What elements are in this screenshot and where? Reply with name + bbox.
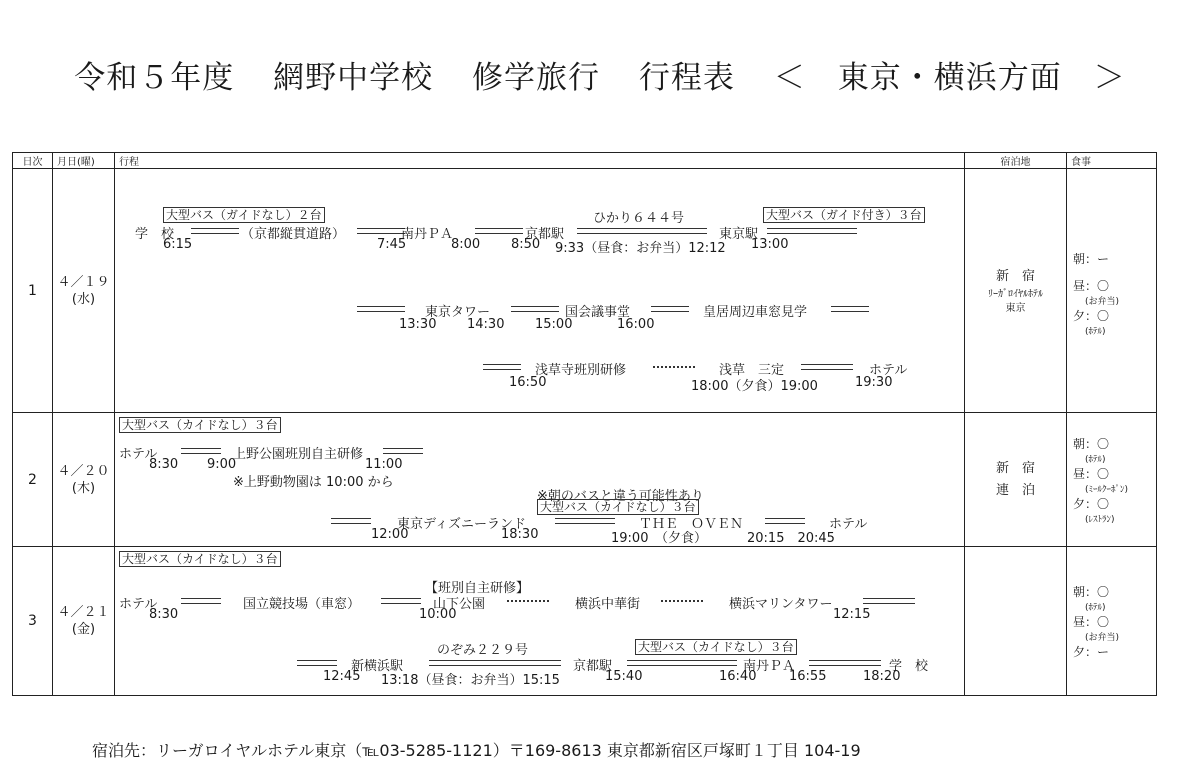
- meal-breakfast: 朝：〇: [1073, 436, 1110, 451]
- time: 9:33（昼食：お弁当）12:12: [555, 241, 726, 256]
- itinerary-cell: [115, 413, 965, 547]
- stop-marine: 横浜マリンタワー: [729, 597, 833, 612]
- stop-asakusa: 浅草 三定: [719, 363, 785, 378]
- stop-tokyo: 東京駅: [719, 227, 759, 242]
- time: 8:30: [149, 457, 179, 472]
- time: 6:15: [163, 237, 193, 252]
- meal-lunch: 昼：〇: [1073, 614, 1110, 629]
- transit-line: [483, 364, 521, 370]
- time: 8:00: [451, 237, 481, 252]
- day-row-1: [13, 169, 1157, 413]
- time: 12:15: [833, 607, 871, 622]
- train-label: ひかり６４４号: [593, 211, 685, 226]
- walk-line: [653, 366, 695, 368]
- bus-label: 大型バス（ガイドなし）２台: [163, 207, 325, 223]
- transit-line: [475, 228, 523, 234]
- day-number: 3: [13, 547, 53, 696]
- transit-line: [767, 228, 857, 234]
- transit-line: [331, 518, 371, 524]
- lodging-cell: [965, 169, 1067, 413]
- lodging-cell: [965, 413, 1067, 547]
- zoo-note: ※上野動物園は 10:00 から: [233, 475, 394, 490]
- transit-line: [651, 306, 689, 312]
- transit-line: [357, 228, 405, 234]
- meal-dinner: 夕：〇: [1073, 496, 1110, 511]
- meal-breakfast: 朝：ー: [1073, 252, 1110, 266]
- header-lodging: 宿泊地: [965, 153, 1067, 169]
- time: 18:30: [501, 527, 539, 542]
- transit-line: [181, 448, 221, 454]
- transit-line: [381, 598, 421, 604]
- time: 10:00: [419, 607, 457, 622]
- stop-diet: 国会議事堂: [565, 305, 631, 320]
- date: ４／２１: [57, 605, 110, 620]
- date-cell: [53, 413, 115, 547]
- time: 13:00: [751, 237, 789, 252]
- stop-shinyoko: 新横浜駅: [351, 659, 404, 674]
- meal-lunch-note: (お弁当): [1085, 632, 1120, 643]
- time: 16:55: [789, 669, 827, 684]
- stop-hotel: ホテル: [119, 597, 158, 612]
- itinerary-cell: [115, 169, 965, 413]
- date-cell: [53, 547, 115, 696]
- route-note: （京都縦貫道路）: [241, 227, 346, 242]
- transit-line: [627, 660, 737, 666]
- transit-line: [511, 306, 559, 312]
- schedule-table: [12, 152, 1157, 696]
- time: 12:45: [323, 669, 361, 684]
- bus-label: 大型バス（カイドなし）３台: [119, 417, 281, 433]
- time: 14:30: [467, 317, 505, 332]
- transit-line: [765, 518, 805, 524]
- day-row-2: [13, 413, 1157, 547]
- group-label: 【班別自主研修】: [425, 581, 530, 596]
- stop-oven: ＴＨＥ ＯＶＥＮ: [639, 517, 744, 532]
- time: 13:18（昼食：お弁当）15:15: [381, 673, 560, 688]
- transit-line: [577, 228, 707, 234]
- bus-label: 大型バス（カイドなし）３台: [635, 639, 797, 655]
- stop-hotel: ホテル: [119, 447, 158, 462]
- transit-line: [383, 448, 423, 454]
- bus-label: 大型バス（ガイド付き）３台: [763, 207, 925, 223]
- stop-pa: 南丹ＰＡ: [401, 227, 454, 242]
- header-itinerary: 行程: [115, 153, 965, 169]
- transit-line: [863, 598, 915, 604]
- date: ４／１９: [57, 274, 110, 290]
- time: 19:30: [855, 375, 893, 390]
- transit-line: [809, 660, 881, 666]
- time: 9:00: [207, 457, 237, 472]
- lodging-city: 新 宿: [995, 268, 1035, 284]
- walk-line: [661, 600, 703, 602]
- stop-yamashita: 山下公園: [433, 597, 486, 612]
- title-year: 令和５年度: [74, 60, 235, 96]
- stop-tower: 東京タワー: [425, 305, 491, 320]
- time: 12:00: [371, 527, 409, 542]
- meal-lunch: 昼：〇: [1073, 279, 1110, 293]
- time: 8:30: [149, 607, 179, 622]
- stop-school: 学 校: [135, 227, 175, 242]
- weekday: (水): [71, 291, 96, 307]
- stop-china: 横浜中華街: [575, 597, 641, 612]
- header-date: 月日(曜): [53, 153, 115, 169]
- transit-line: [429, 660, 561, 666]
- stop-pa: 南丹ＰＡ: [743, 659, 796, 674]
- time: 20:15 20:45: [747, 531, 835, 546]
- stop-school: 学 校: [889, 659, 929, 674]
- meal-breakfast-note: (ﾎﾃﾙ): [1085, 602, 1106, 613]
- lodging-hotel-city: 東京: [1005, 302, 1026, 314]
- meal-dinner: 夕：ー: [1073, 644, 1110, 659]
- meals-cell: [1067, 169, 1157, 413]
- time: 18:20: [863, 669, 901, 684]
- transit-line: [297, 660, 337, 666]
- day-number: 1: [13, 169, 53, 413]
- date: ４／２０: [57, 463, 110, 479]
- time: 15:40: [605, 669, 643, 684]
- walk-line: [507, 600, 549, 602]
- weekday: (木): [71, 480, 96, 496]
- meal-breakfast-note: (ﾎﾃﾙ): [1085, 454, 1106, 465]
- stop-kyoto: 京都駅: [525, 227, 565, 242]
- transit-line: [831, 306, 869, 312]
- bus-label: 大型バス（カイドなし）３台: [119, 551, 281, 567]
- time: 13:30: [399, 317, 437, 332]
- time: 16:50: [509, 375, 547, 390]
- time: 16:00: [617, 317, 655, 332]
- time: 15:00: [535, 317, 573, 332]
- title-school: 網野中学校: [273, 60, 434, 96]
- train-label: のぞみ２２９号: [437, 643, 529, 658]
- date-cell: [53, 169, 115, 413]
- title-region: ＜ 東京・横浜方面 ＞: [773, 60, 1126, 96]
- transit-line: [357, 306, 405, 312]
- lodging-city: 新 宿: [995, 460, 1035, 476]
- time: 7:45: [377, 237, 407, 252]
- transit-line: [801, 364, 853, 370]
- day-number: 2: [13, 413, 53, 547]
- lodging-stay: 連 泊: [995, 482, 1035, 498]
- transit-line: [181, 598, 221, 604]
- meal-dinner-note: (ﾚｽﾄﾗﾝ): [1085, 514, 1115, 525]
- meals-cell: [1067, 413, 1157, 547]
- time: 8:50: [511, 237, 541, 252]
- stop-ueno: 上野公園班別自主研修: [233, 447, 364, 462]
- transit-line: [191, 228, 239, 234]
- lodging-cell: [965, 547, 1067, 696]
- meal-breakfast: 朝：〇: [1073, 584, 1110, 599]
- bus-label: 大型バス（カイドなし）３台: [537, 499, 699, 515]
- stop-disney: 東京ディズニーランド: [397, 517, 526, 532]
- stop-palace: 皇居周辺車窓見学: [703, 305, 808, 320]
- page-title: [40, 52, 1160, 97]
- stop-stadium: 国立競技場（車窓）: [243, 597, 361, 612]
- weekday: (金): [71, 622, 96, 637]
- bus-note: ※朝のバスと違う可能性あり: [537, 489, 704, 504]
- meal-dinner-note: (ﾎﾃﾙ): [1085, 327, 1106, 337]
- time: 11:00: [365, 457, 403, 472]
- title-event: 修学旅行: [472, 60, 600, 96]
- stop-asakusa-group: 浅草寺班別研修: [535, 363, 627, 378]
- header-row: [13, 153, 1157, 169]
- stop-hotel: ホテル: [869, 363, 908, 378]
- itinerary-cell: [115, 547, 965, 696]
- title-doc: 行程表: [638, 60, 735, 96]
- meals-cell: [1067, 547, 1157, 696]
- header-day: 日次: [13, 153, 53, 169]
- day-row-3: [13, 547, 1157, 696]
- time: 18:00（夕食）19:00: [691, 379, 818, 394]
- lodging-footer: 宿泊先：リーガロイヤルホテル東京（℡03-5285-1121）〒169-8613 東京都新宿区戸塚町１丁目 104-19: [92, 741, 861, 760]
- meal-lunch-note: (ﾐｰﾙｸｰﾎﾟﾝ): [1085, 484, 1129, 495]
- transit-line: [555, 518, 615, 524]
- header-meals: 食事: [1067, 153, 1157, 169]
- time: 19:00 （夕食）: [611, 531, 707, 546]
- time: 16:40: [719, 669, 757, 684]
- stop-hotel: ホテル: [829, 517, 868, 532]
- stop-kyoto: 京都駅: [573, 659, 613, 674]
- meal-lunch-note: (お弁当): [1085, 297, 1120, 307]
- meal-dinner: 夕：〇: [1073, 309, 1110, 323]
- meal-lunch: 昼：〇: [1073, 466, 1110, 481]
- lodging-hotel: ﾘｰｶﾞﾛｲﾔﾙﾎﾃﾙ: [988, 288, 1043, 300]
